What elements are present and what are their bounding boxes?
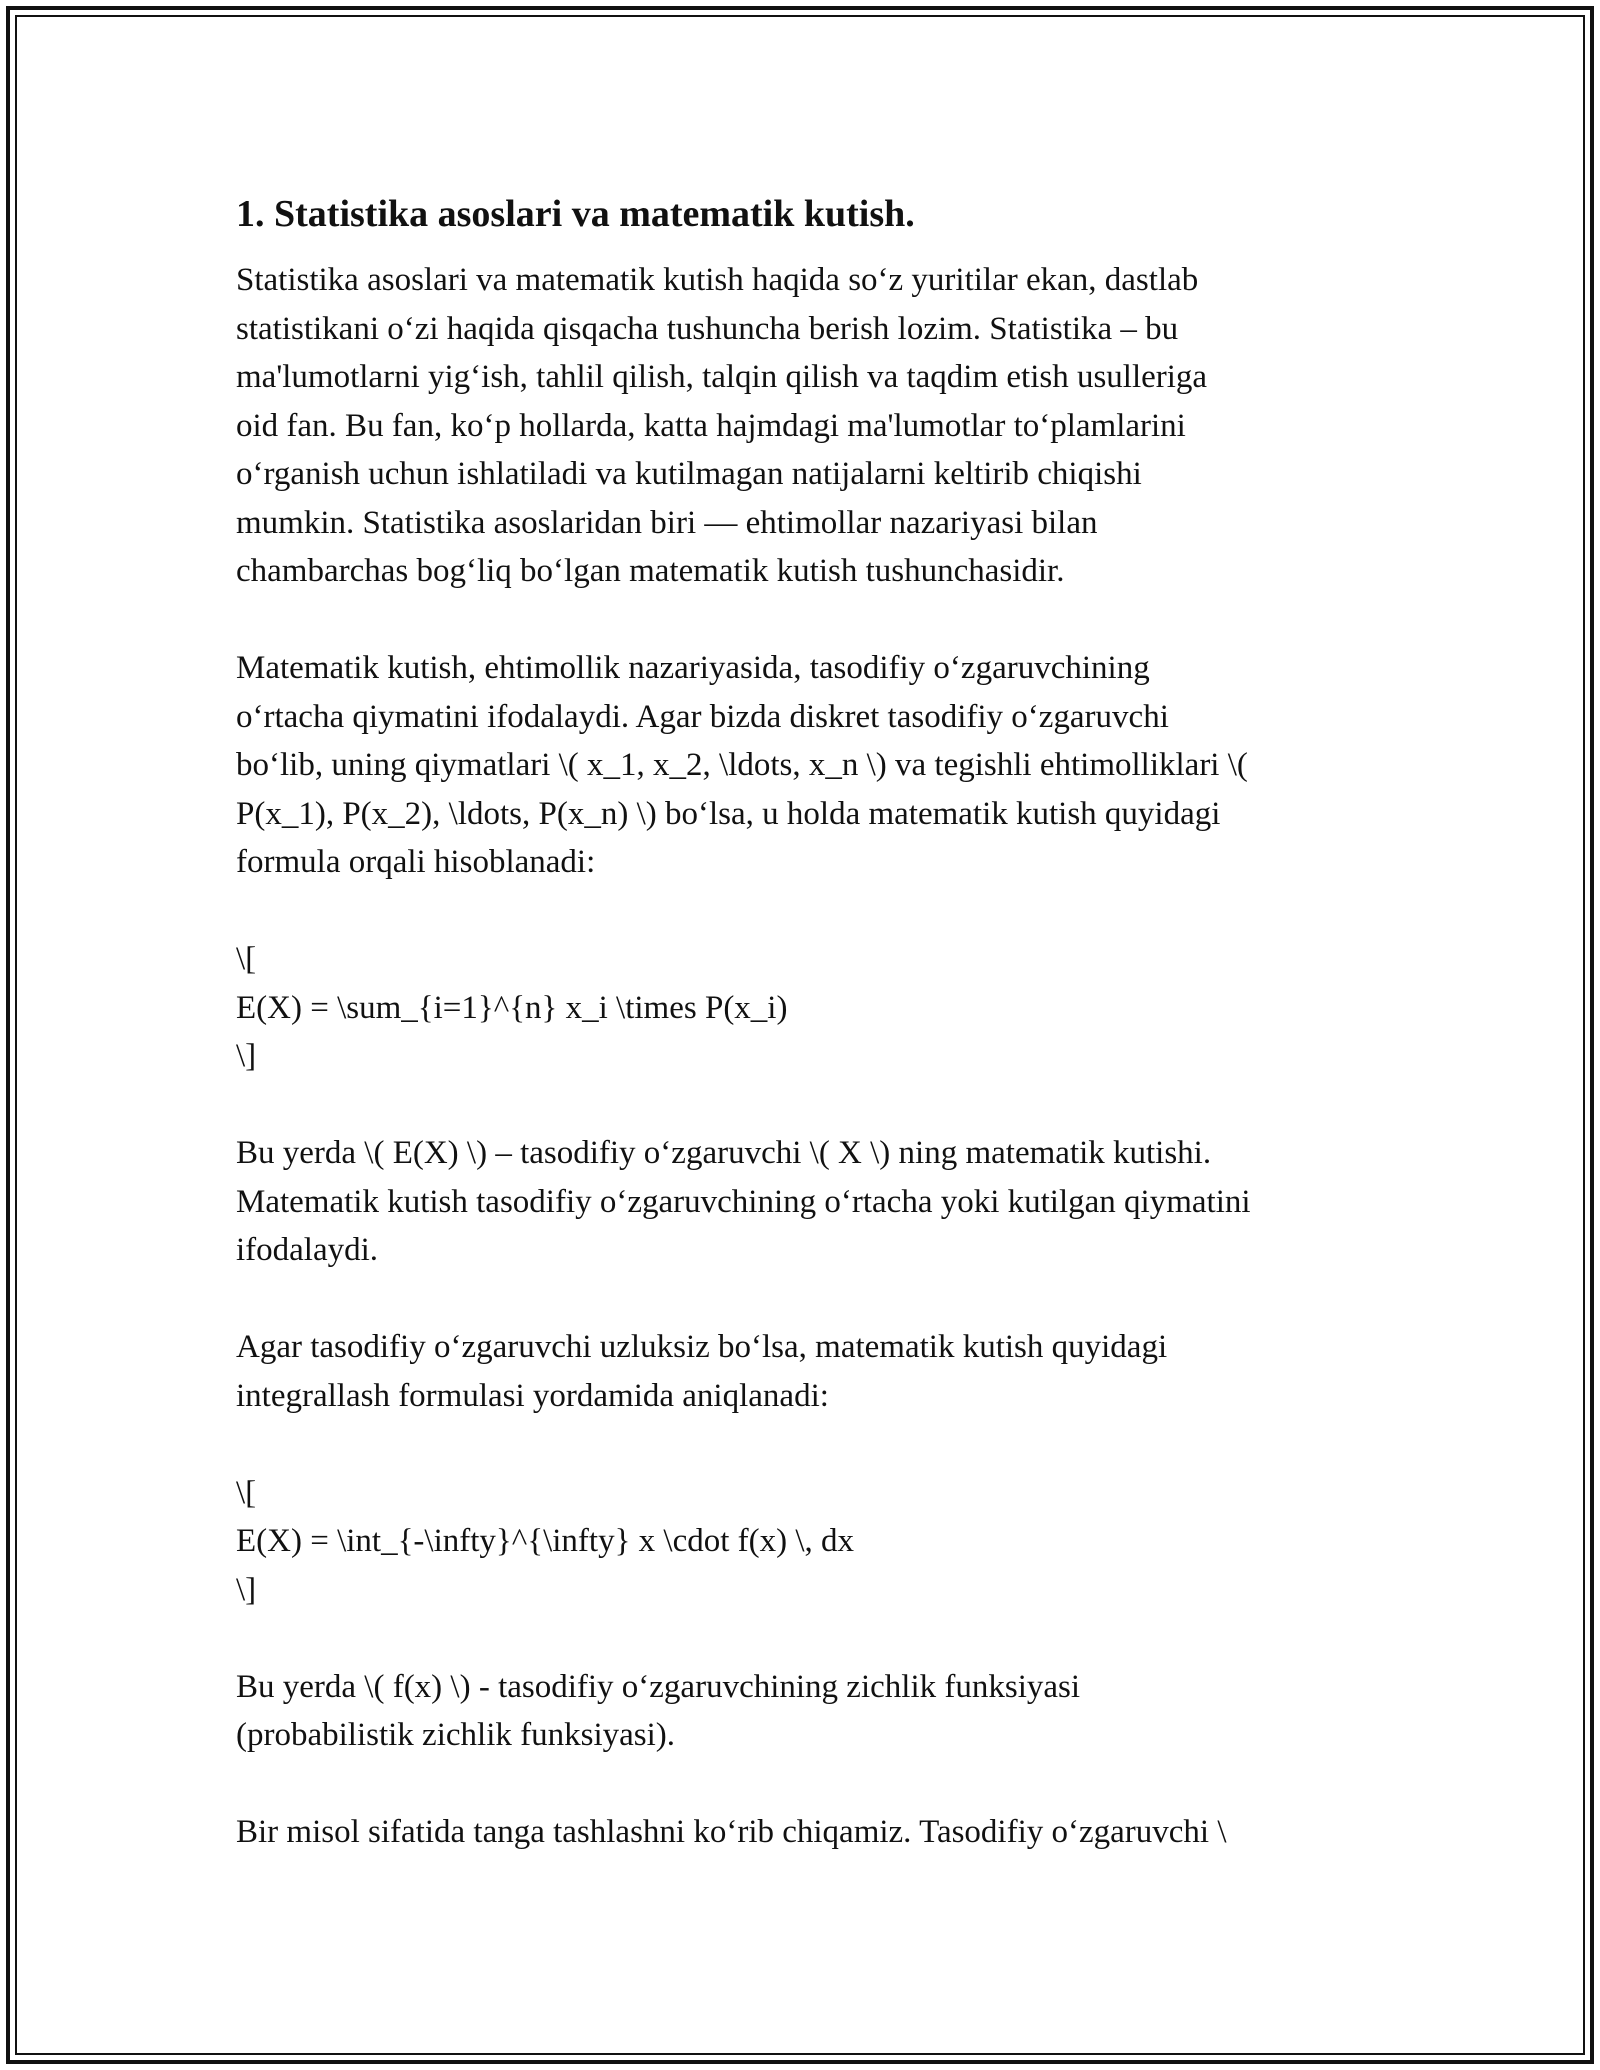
discrete-expectation-formula: E(X) = \sum_{i=1}^{n} x_i \times P(x_i) [236,989,788,1026]
formula-open-delimiter: \[ [236,941,257,977]
intro-paragraph: Statistika asoslari va matematik kutish haqida so‘z yuritilar ekan, dastlab statistikani o‘zi haqida qisqacha tushuncha berish lozim. Statistika – bu ma'lumotlarni yig‘ish, tahlil qilish, talqin qilish va taqdim etish usulleriga oid fan. Bu fan, ko‘p hollarda, katta hajmdagi ma'lumotlar to‘plamlarini o‘rganish uchun ishlatiladi va kutilmagan natijalarni keltirib chiqishi mumkin. Statistika asoslaridan biri — ehtimollar nazariyasi bilan chambarchas bog‘liq bo‘lgan matematik kutish tushunchasidir. [236,262,1208,589]
continuous-case-paragraph: Agar tasodifiy o‘zgaruvchi uzluksiz bo‘lsa, matematik kutish quyidagi integrallash formulasi yordamida aniqlanadi: [236,1329,1168,1414]
document-body [236,186,1376,1905]
section-heading: 1. Statistika asoslari va matematik kutish. [236,193,915,235]
coin-toss-example-paragraph: Bir misol sifatida tanga tashlashni ko‘rib chiqamiz. Tasodifiy o‘zgaruvchi \ [236,1814,1227,1850]
formula-open-delimiter: \[ [236,1474,257,1511]
continuous-expectation-formula: E(X) = \int_{-\infty}^{\infty} x \cdot f(x) \, dx [236,1523,855,1559]
density-function-paragraph: Bu yerda \( f(x) \) - tasodifiy o‘zgaruvchining zichlik funksiyasi (probabilistik zichlik funksiyasi). [236,1668,1081,1753]
formula-close-delimiter: \] [236,1571,257,1608]
expectation-definition-paragraph: Bu yerda \( E(X) \) – tasodifiy o‘zgaruvchi \( X \) ning matematik kutishi. Matematik kutish tasodifiy o‘zgaruvchining o‘rtacha yoki kutilgan qiymatini ifodalaydi. [236,1135,1251,1268]
continuous-formula-block [236,1469,1376,1615]
discrete-formula-block [236,935,1376,1081]
discrete-expectation-paragraph: Matematik kutish, ehtimollik nazariyasida, tasodifiy o‘zgaruvchining o‘rtacha qiymatini ifodalaydi. Agar bizda diskret tasodifiy o‘zgaruvchi bo‘lib, uning qiymatlari \( x_1, x_2, \ldots, x_n \) va tegishli ehtimolliklari \( P(x_1), P(x_2), \ldots, P(x_n) \) bo‘lsa, u holda matematik kutish quyidagi formula orqali hisoblanadi: [236,650,1248,880]
formula-close-delimiter: \] [236,1038,257,1074]
